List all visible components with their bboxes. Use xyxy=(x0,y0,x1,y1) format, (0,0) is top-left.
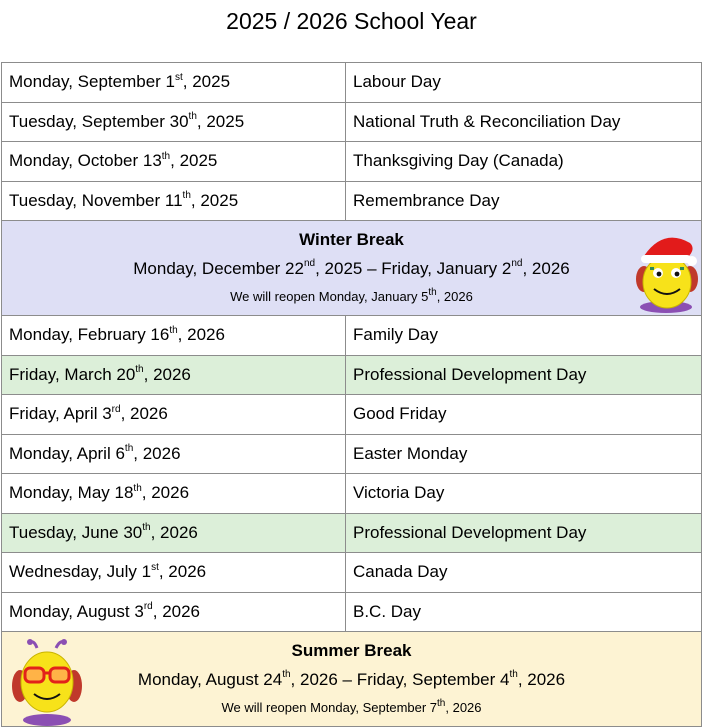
date-cell: Tuesday, June 30th, 2026 xyxy=(2,513,346,553)
table-row xyxy=(2,102,702,142)
summer-break-heading: Summer Break xyxy=(291,641,412,660)
holiday-name-cell: Family Day xyxy=(346,316,702,356)
table-row xyxy=(2,181,702,221)
table-row xyxy=(2,316,702,356)
holiday-name-cell: Labour Day xyxy=(346,63,702,103)
table-row xyxy=(2,142,702,182)
table-row xyxy=(2,434,702,474)
holiday-name-cell: Easter Monday xyxy=(346,434,702,474)
date-cell: Friday, April 3rd, 2026 xyxy=(2,395,346,435)
page-title: 2025 / 2026 School Year xyxy=(226,8,477,34)
holiday-name-cell: Good Friday xyxy=(346,395,702,435)
date-cell: Monday, September 1st, 2025 xyxy=(2,63,346,103)
table-row xyxy=(2,474,702,514)
summer-break-row xyxy=(2,632,702,727)
summer-break-range: Monday, August 24th, 2026 – Friday, September 4th, 2026 xyxy=(137,669,566,689)
table-row xyxy=(2,395,702,435)
holiday-name-cell: Professional Development Day xyxy=(346,355,702,395)
winter-reopen-note: We will reopen Monday, January 5th, 2026 xyxy=(230,286,473,304)
table-row-pd-day xyxy=(2,355,702,395)
date-cell: Monday, April 6th, 2026 xyxy=(2,434,346,474)
table-row xyxy=(2,63,702,103)
date-cell: Monday, February 16th, 2026 xyxy=(2,316,346,356)
table-row-pd-day xyxy=(2,513,702,553)
winter-break-heading: Winter Break xyxy=(299,230,404,249)
holiday-name-cell: Canada Day xyxy=(346,553,702,593)
holiday-name-cell: Victoria Day xyxy=(346,474,702,514)
date-cell: Wednesday, July 1st, 2026 xyxy=(2,553,346,593)
holiday-name-cell: Remembrance Day xyxy=(346,181,702,221)
holiday-name-cell: National Truth & Reconciliation Day xyxy=(346,102,702,142)
holiday-name-cell: B.C. Day xyxy=(346,592,702,632)
date-cell: Tuesday, November 11th, 2025 xyxy=(2,181,346,221)
holiday-name-cell: Professional Development Day xyxy=(346,513,702,553)
date-cell: Monday, October 13th, 2025 xyxy=(2,142,346,182)
date-cell: Friday, March 20th, 2026 xyxy=(2,355,346,395)
holiday-name-cell: Thanksgiving Day (Canada) xyxy=(346,142,702,182)
winter-break-cell xyxy=(2,221,702,316)
date-cell: Monday, May 18th, 2026 xyxy=(2,474,346,514)
summer-break-cell xyxy=(2,632,702,727)
holiday-table xyxy=(1,62,702,727)
winter-break-range: Monday, December 22nd, 2025 – Friday, January 2nd, 2026 xyxy=(133,258,570,278)
winter-break-row xyxy=(2,221,702,316)
table-row xyxy=(2,592,702,632)
table-row xyxy=(2,553,702,593)
santa-hat-mascot-icon xyxy=(632,227,702,313)
date-cell: Monday, August 3rd, 2026 xyxy=(2,592,346,632)
sunglasses-mascot-icon xyxy=(12,638,82,726)
summer-reopen-note: We will reopen Monday, September 7th, 2026 xyxy=(221,697,482,715)
date-cell: Tuesday, September 30th, 2025 xyxy=(2,102,346,142)
